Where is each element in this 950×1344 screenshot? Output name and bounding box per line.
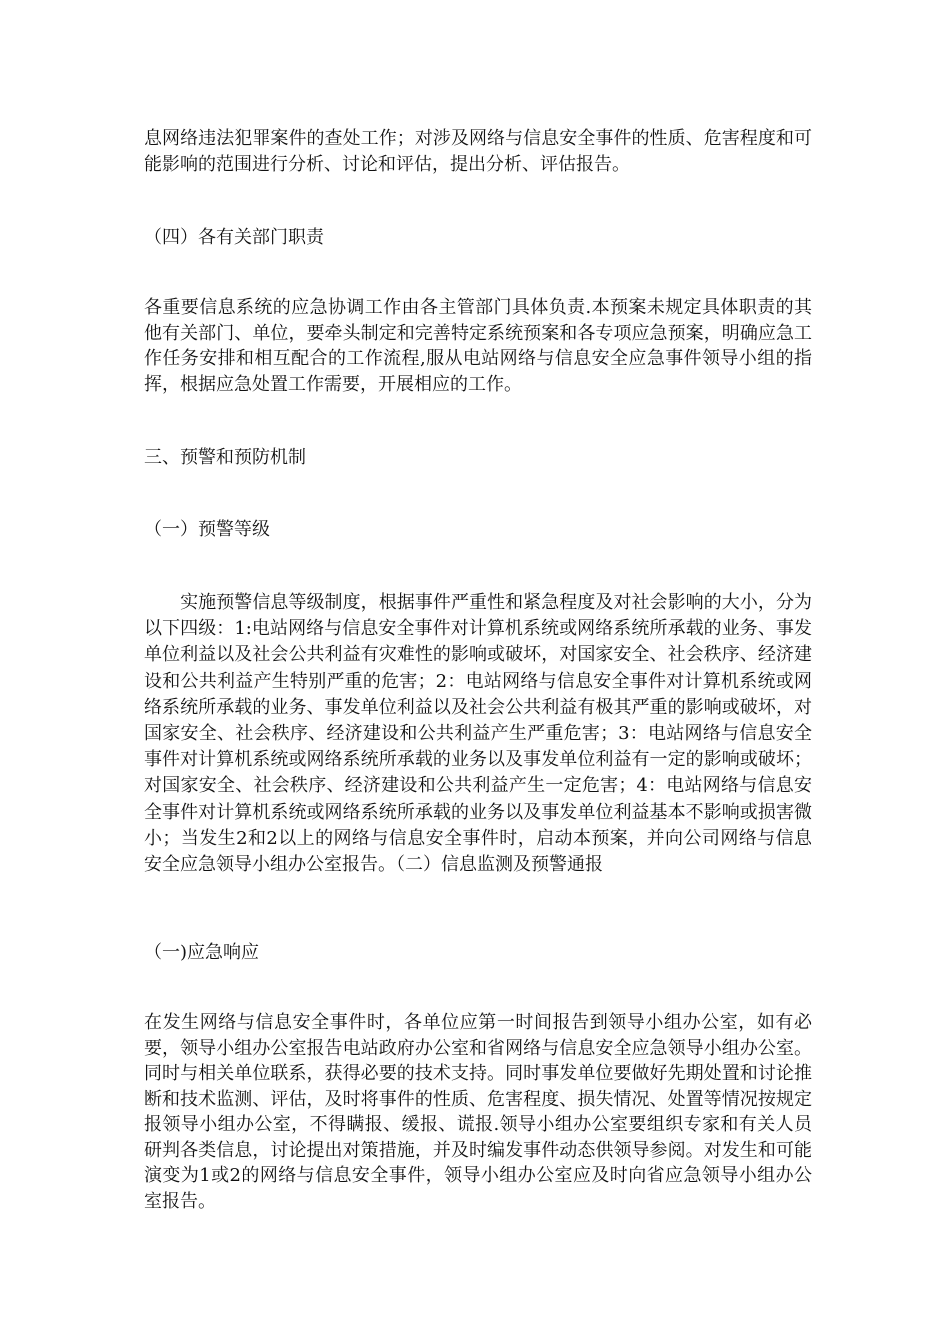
- heading-department-duties: （四）各有关部门职责: [144, 227, 324, 248]
- paragraph-warning-level: 实施预警信息等级制度，根据事件严重性和紧急程度及对社会影响的大小，分为以下四级：1:电站网络与信息安全事件对计算机系统或网络系统所承载的业务、事发单位利益以及社会公共利益有灾难性的影响或破坏，对国家安全、社会秩序、经济建设和公共利益产生特别严重的危害；2：电站网络与信息安全事件对计算机系统或网络系统所承载的业务、事发单位利益以及社会公共利益有极其严重的影响或破坏，对国家安全、社会秩序、经济建设和公共利益产生严重危害；3：电站网络与信息安全事件对计算机系统或网络系统所承载的业务以及事发单位利益有一定的影响或破坏；对国家安全、社会秩序、经济建设和公共利益产生一定危害；4：电站网络与信息安全事件对计算机系统或网络系统所承载的业务以及事发单位利益基本不影响或损害微小；当发生2和2以上的网络与信息安全事件时，启动本预案，并向公司网络与信息安全应急领导小组办公室报告。（二）信息监测及预警通报: [144, 592, 812, 876]
- paragraph-emergency-response: 在发生网络与信息安全事件时，各单位应第一时间报告到领导小组办公室，如有必要，领导小组办公室报告电站政府办公室和省网络与信息安全应急领导小组办公室。同时与相关单位联系，获得必要的技术支持。同时事发单位要做好先期处置和讨论推断和技术监测、评估，及时将事件的性质、危害程度、损失情况、处置等情况按规定报领导小组办公室，不得瞒报、缓报、谎报.领导小组办公室要组织专家和有关人员研判各类信息，讨论提出对策措施，并及时编发事件动态供领导参阅。对发生和可能演变为1或2的网络与信息安全事件，领导小组办公室应及时向省应急领导小组办公室报告。: [144, 1012, 812, 1212]
- paragraph-investigation: 息网络违法犯罪案件的查处工作；对涉及网络与信息安全事件的性质、危害程度和可能影响的范围进行分析、讨论和评估，提出分析、评估报告。: [144, 128, 812, 175]
- paragraph-department-duties: 各重要信息系统的应急协调工作由各主管部门具体负责.本预案未规定具体职责的其他有关部门、单位，要牵头制定和完善特定系统预案和各专项应急预案，明确应急工作任务安排和相互配合的工作流程,服从电站网络与信息安全应急事件领导小组的指挥，根据应急处置工作需要，开展相应的工作。: [144, 297, 812, 395]
- heading-warning-level: （一）预警等级: [144, 519, 270, 540]
- heading-emergency-response: （一)应急响应: [144, 942, 260, 963]
- heading-warning-prevention: 三、预警和预防机制: [144, 447, 306, 468]
